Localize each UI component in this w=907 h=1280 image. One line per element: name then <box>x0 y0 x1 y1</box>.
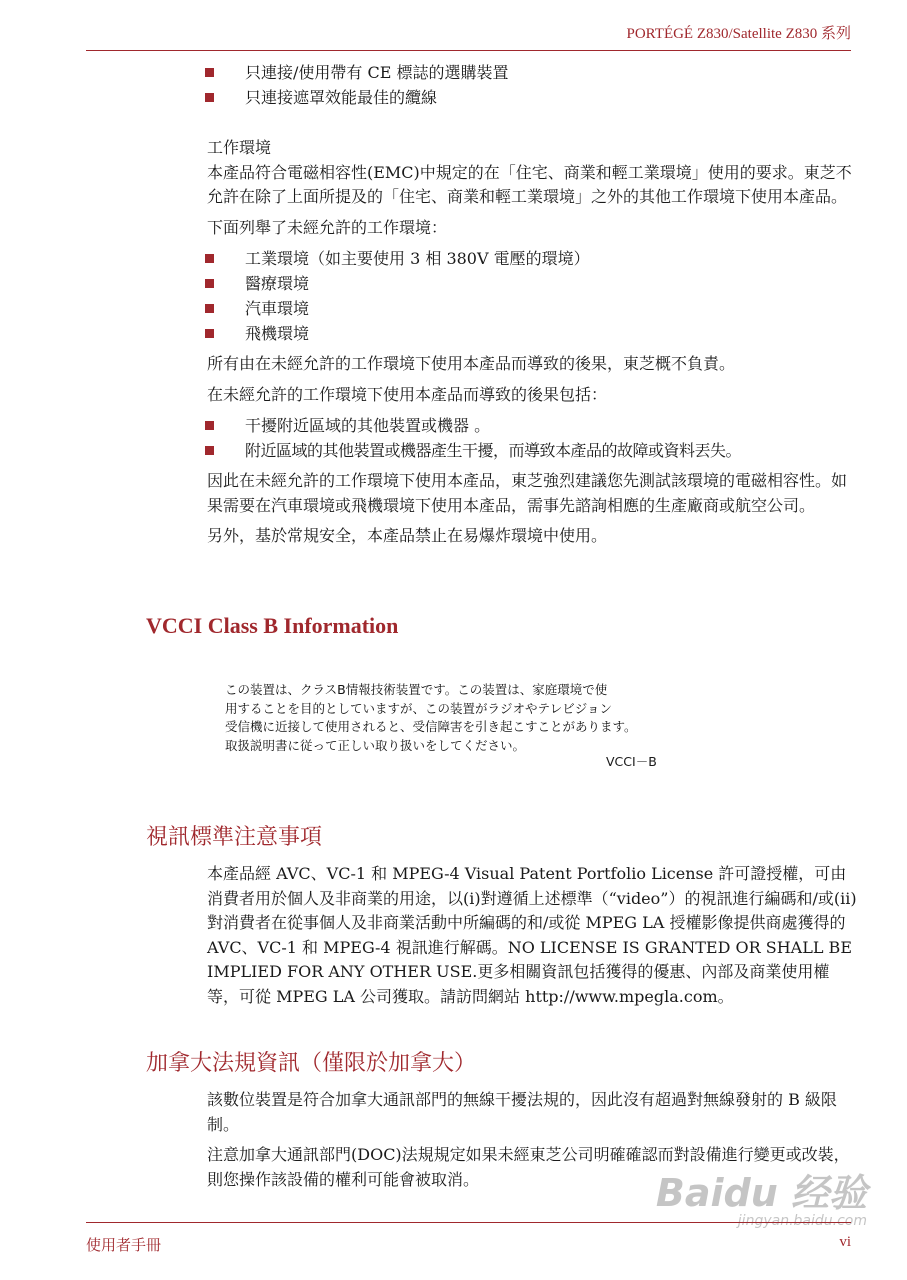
list-item: 干擾附近區域的其他裝置或機器 。 <box>205 413 857 438</box>
vcci-line: この装置は、クラスB情報技術装置です。この装置は、家庭環境で使 <box>225 682 608 697</box>
list-item: 醫療環境 <box>205 271 857 296</box>
footer-manual-title: 使用者手冊 <box>86 1236 162 1254</box>
list-item: 只連接遮罩效能最佳的纜線 <box>205 85 857 110</box>
intro-bullet-list <box>207 60 857 110</box>
explosive-notice: 另外，基於常規安全，本產品禁止在易爆炸環境中使用。 <box>207 526 608 545</box>
list-item: 汽車環境 <box>205 296 857 321</box>
canada-heading: 加拿大法規資訊（僅限於加拿大） <box>146 1051 477 1076</box>
consequence-intro: 在未經允許的工作環境下使用本產品而導致的後果包括： <box>207 384 608 404</box>
environment-list <box>207 246 857 346</box>
vcci-line: 受信機に近接して使用されると、受信障害を引き起こすことがあります。 <box>225 719 637 734</box>
list-item: 只連接/使用帶有 CE 標誌的選購裝置 <box>205 60 857 85</box>
environment-paragraph: 本產品符合電磁相容性(EMC)中規定的在「住宅、商業和輕工業環境」使用的要求。東芝不允許在除了上面所提及的「住宅、商業和輕工業環境」之外的其他工作環境下使用本產品。 <box>207 162 852 206</box>
canada-paragraph-2: 注意加拿大通訊部門(DOC)法規規定如果未經東芝公司明確確認而對設備進行變更或改裝，則您操作該設備的權利可能會被取消。 <box>207 1145 850 1189</box>
vcci-mark: VCCI－B <box>606 754 657 769</box>
list-intro: 下面列舉了未經允許的工作環境： <box>207 217 448 237</box>
video-section <box>207 862 857 1009</box>
list-item: 附近區域的其他裝置或機器產生干擾，而導致本產品的故障或資料丟失。 <box>205 438 857 463</box>
watermark-brand: Baidu 经验 <box>655 1171 867 1215</box>
header-rule <box>86 50 851 51</box>
environment-title: 工作環境 <box>207 138 272 157</box>
video-paragraph: 本產品經 AVC、VC-1 和 MPEG-4 Visual Patent Portfolio License 許可證授權，可由消費者用於個人及非商業的用途，以(i)對遵循上述標準（“video”）的視訊進行編碼和/或(ii)對消費者在從事個人及非商業活動中所編碼的和/或從 MPEG LA 授權影像提供商處獲得的 AVC、VC-1 和 MPEG-4 視訊進行解碼。NO LICENSE IS GRANTED OR SHALL BE IMPLIED FOR ANY OTHER USE.更多相關資訊包括獲得的優惠、內部及商業使用權等，可從 MPEG LA 公司獲取。請訪問網站 http://www.mpegla.com。 <box>207 864 857 1006</box>
vcci-heading: VCCI Class B Information <box>146 613 399 638</box>
list-item: 工業環境（如主要使用 3 相 380V 電壓的環境） <box>205 246 857 271</box>
video-heading: 視訊標準注意事項 <box>146 825 323 850</box>
footer-rule <box>86 1222 851 1223</box>
list-item: 飛機環境 <box>205 321 857 346</box>
page-number: vi <box>839 1234 851 1250</box>
vcci-notice <box>225 681 695 755</box>
vcci-line: 取扱説明書に従って正しい取り扱いをしてください。 <box>225 737 526 753</box>
vcci-line: 用することを目的としていますが、この装置がラジオやテレビジョン <box>225 700 613 716</box>
disclaimer: 所有由在未經允許的工作環境下使用本產品而導致的後果，東芝概不負責。 <box>207 354 736 373</box>
watermark-url: jingyan.baidu.com <box>737 1213 867 1229</box>
running-header: PORTÉGÉ Z830/Satellite Z830 系列 <box>626 26 851 42</box>
advice-paragraph: 因此在未經允許的工作環境下使用本產品，東芝強烈建議您先測試該環境的電磁相容性。如果需要在汽車環境或飛機環境下使用本產品，需事先諮詢相應的生產廠商或航空公司。 <box>207 471 848 515</box>
watermark <box>656 1162 867 1229</box>
canada-paragraph-1: 該數位裝置是符合加拿大通訊部門的無線干擾法規的，因此沒有超過對無線發射的 B 級限制。 <box>207 1090 837 1134</box>
consequence-list <box>207 413 857 463</box>
page-body <box>207 60 857 549</box>
